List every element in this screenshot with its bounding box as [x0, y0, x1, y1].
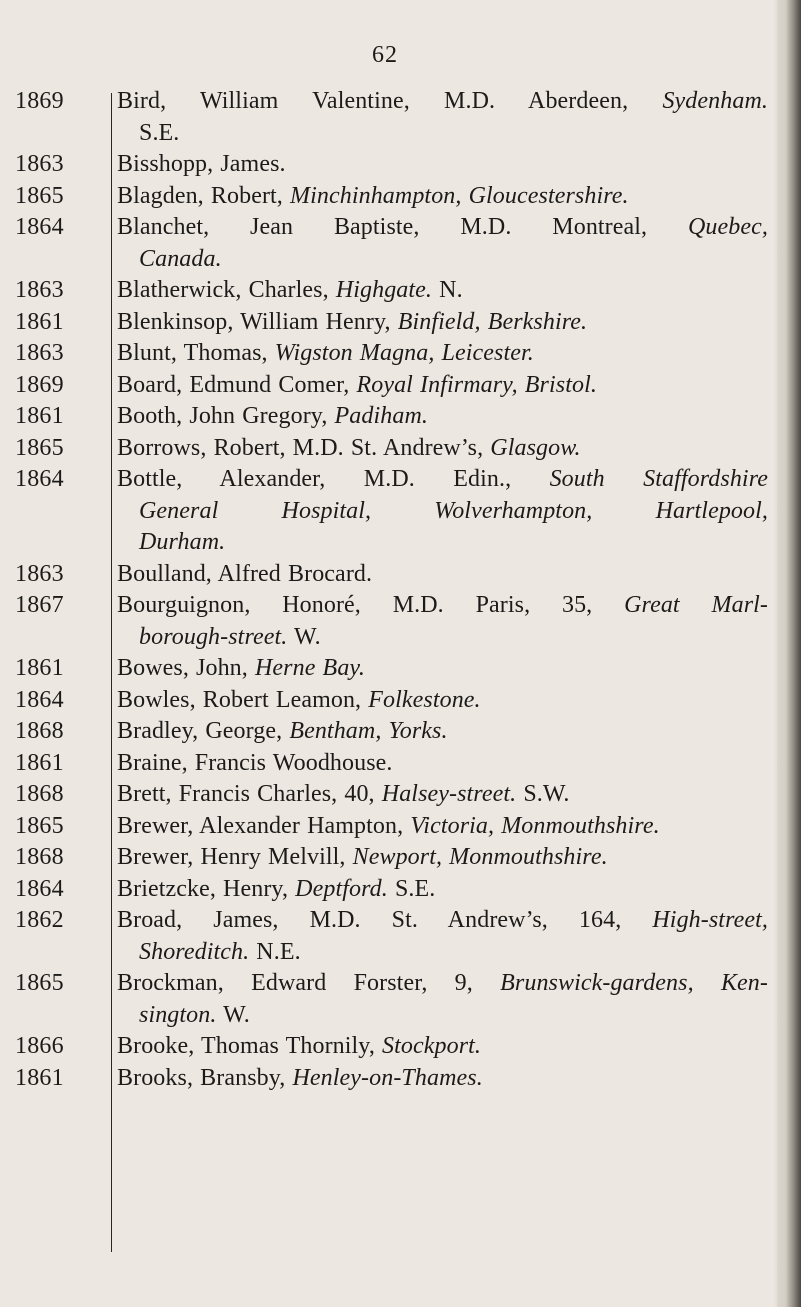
entry-name: Board, Edmund Comer, — [117, 371, 357, 398]
entry-place: Quebec, — [688, 214, 768, 240]
entry-name: N.E. — [249, 938, 301, 965]
entry-line — [117, 1000, 768, 1032]
entry-name: S.W. — [516, 781, 570, 807]
entry-text — [117, 905, 768, 968]
entry-text — [117, 433, 768, 465]
entry-place: Binfield, Berkshire. — [397, 308, 588, 335]
entry-line — [117, 464, 768, 496]
entry-text — [117, 1031, 768, 1063]
entry-name: Brooke, Thomas Thornily, — [117, 1033, 383, 1059]
entry-year: 1861 — [15, 308, 64, 335]
entry-text — [117, 559, 768, 591]
entry-place: Halsey-street. — [381, 781, 517, 807]
entry-place: Canada. — [139, 245, 222, 272]
entry-year: 1861 — [15, 749, 64, 776]
entry-place: General Hospital, Wolverhampton, Hartlepool, — [139, 497, 768, 524]
entry-place: Sydenham. — [662, 88, 768, 114]
entry-place: borough-street. — [139, 623, 288, 650]
entry-year: 1865 — [15, 970, 64, 996]
entry-place: South Staffordshire — [549, 466, 768, 492]
entry-year: 1866 — [15, 1033, 64, 1059]
entry-name: Bowes, John, — [117, 655, 255, 681]
entry-year: 1868 — [15, 844, 64, 870]
member-list — [0, 86, 801, 1094]
entry-name: Bourguignon, Honoré, M.D. Paris, 35, — [117, 592, 625, 618]
entry-text — [117, 811, 768, 843]
entry-place: High-street, — [652, 907, 768, 933]
entry-year: 1869 — [15, 371, 64, 398]
entry-year: 1863 — [15, 560, 64, 587]
entry-line — [117, 307, 768, 339]
entry-place: Shoreditch. — [139, 938, 250, 965]
list-item — [0, 716, 801, 748]
entry-year: 1868 — [15, 781, 64, 807]
entry-name: W. — [216, 1001, 250, 1028]
entry-line — [117, 370, 768, 402]
list-item — [0, 779, 801, 811]
entry-place: sington. — [139, 1001, 217, 1028]
entry-line — [117, 716, 768, 748]
entry-line — [117, 86, 768, 118]
entry-line — [117, 244, 768, 276]
list-item — [0, 968, 801, 1031]
entry-place: Minchinhampton, Gloucestershire. — [290, 182, 629, 209]
entry-line — [117, 905, 768, 937]
entry-line — [117, 968, 768, 1000]
entry-line — [117, 433, 768, 465]
entry-place: Deptford. — [295, 875, 388, 902]
entry-name: W. — [287, 623, 321, 650]
entry-line — [117, 653, 768, 685]
entry-place: Royal Infirmary, Bristol. — [356, 371, 597, 398]
list-item — [0, 86, 801, 149]
entry-place: Wigston Magna, Leicester. — [274, 340, 534, 366]
entry-place: Folkestone. — [368, 686, 481, 713]
entry-text — [117, 307, 768, 339]
entry-year: 1869 — [15, 88, 64, 114]
entry-name: Broad, James, M.D. St. Andrew’s, 164, — [117, 907, 653, 933]
list-item — [0, 149, 801, 181]
entry-line — [117, 779, 768, 811]
entry-text — [117, 842, 768, 874]
entry-year: 1864 — [15, 686, 64, 713]
entry-place: Great Marl- — [624, 592, 768, 618]
entry-year: 1863 — [15, 277, 64, 303]
entry-year: 1865 — [15, 182, 64, 209]
entry-name: Brewer, Alexander Hampton, — [117, 812, 411, 839]
entry-year: 1867 — [15, 592, 64, 618]
entry-place: Henley-on-Thames. — [292, 1064, 483, 1091]
entry-text — [117, 275, 768, 307]
entry-name: Blagden, Robert, — [117, 182, 291, 209]
entry-place: Newport, Monmouthshire. — [352, 844, 608, 870]
entry-year: 1864 — [15, 214, 64, 240]
list-item — [0, 842, 801, 874]
entry-place: Bentham, Yorks. — [289, 718, 448, 744]
entry-year: 1861 — [15, 403, 64, 429]
entry-name: Blanchet, Jean Baptiste, M.D. Montreal, — [117, 214, 688, 240]
list-item — [0, 1031, 801, 1063]
list-item — [0, 338, 801, 370]
entry-text — [117, 370, 768, 402]
entry-place: Brunswick-gardens, Ken- — [500, 970, 768, 996]
entry-name: S.E. — [139, 119, 180, 146]
entry-name: Blenkinsop, William Henry, — [117, 308, 398, 335]
entry-name: S.E. — [387, 875, 436, 902]
entry-place: Stockport. — [382, 1033, 482, 1059]
entry-line — [117, 212, 768, 244]
entry-line — [117, 181, 768, 213]
entry-line — [117, 685, 768, 717]
list-item — [0, 370, 801, 402]
entry-year: 1865 — [15, 812, 64, 839]
entry-year: 1863 — [15, 151, 64, 177]
entry-text — [117, 653, 768, 685]
list-item — [0, 212, 801, 275]
list-item — [0, 1063, 801, 1095]
list-item — [0, 811, 801, 843]
list-item — [0, 181, 801, 213]
list-item — [0, 559, 801, 591]
entry-name: Bradley, George, — [117, 718, 290, 744]
entry-name: Borrows, Robert, M.D. St. Andrew’s, — [117, 434, 491, 461]
entry-year: 1862 — [15, 907, 64, 933]
entry-name: Brewer, Henry Melvill, — [117, 844, 353, 870]
entry-year: 1861 — [15, 1064, 64, 1091]
entry-name: Blunt, Thomas, — [117, 340, 275, 366]
list-item — [0, 653, 801, 685]
entry-text — [117, 874, 768, 906]
list-item — [0, 590, 801, 653]
entry-place: Padiham. — [334, 403, 428, 429]
entry-year: 1865 — [15, 434, 64, 461]
entry-year: 1861 — [15, 655, 64, 681]
entry-name: Brietzcke, Henry, — [117, 875, 296, 902]
list-item — [0, 874, 801, 906]
entry-name: N. — [432, 277, 463, 303]
entry-text — [117, 181, 768, 213]
entry-name: Brooks, Bransby, — [117, 1064, 293, 1091]
list-item — [0, 685, 801, 717]
entry-text — [117, 748, 768, 780]
page-number: 62 — [372, 42, 398, 68]
entry-line — [117, 590, 768, 622]
entry-place: Herne Bay. — [254, 655, 365, 681]
entry-place: Highgate. — [335, 277, 433, 303]
list-item — [0, 905, 801, 968]
entry-name: Booth, John Gregory, — [117, 403, 335, 429]
entry-line — [117, 811, 768, 843]
list-item — [0, 275, 801, 307]
entry-line — [117, 622, 768, 654]
entry-line — [117, 1063, 768, 1095]
entry-year: 1868 — [15, 718, 64, 744]
entry-text — [117, 86, 768, 149]
entry-line — [117, 1031, 768, 1063]
entry-text — [117, 212, 768, 275]
entry-text — [117, 716, 768, 748]
entry-line — [117, 559, 768, 591]
entry-line — [117, 748, 768, 780]
entry-name: Brett, Francis Charles, 40, — [117, 781, 382, 807]
list-item — [0, 307, 801, 339]
entry-text — [117, 338, 768, 370]
entry-name: Blatherwick, Charles, — [117, 277, 336, 303]
list-item — [0, 401, 801, 433]
entry-line — [117, 149, 768, 181]
entry-year: 1864 — [15, 466, 64, 492]
entry-name: Brockman, Edward Forster, 9, — [117, 970, 501, 996]
list-item — [0, 464, 801, 559]
entry-year: 1863 — [15, 340, 64, 366]
entry-line — [117, 527, 768, 559]
page-binding-edge — [773, 0, 801, 1307]
entry-line — [117, 401, 768, 433]
entry-text — [117, 968, 768, 1031]
entry-place: Victoria, Monmouthshire. — [410, 812, 660, 839]
entry-name: Boulland, Alfred Brocard. — [117, 560, 373, 587]
entry-year: 1864 — [15, 875, 64, 902]
entry-text — [117, 590, 768, 653]
entry-line — [117, 338, 768, 370]
entry-place: Glasgow. — [490, 434, 581, 461]
entry-line — [117, 842, 768, 874]
entry-text — [117, 1063, 768, 1095]
entry-name: Bisshopp, James. — [117, 151, 286, 177]
entry-name: Bowles, Robert Leamon, — [117, 686, 369, 713]
entry-line — [117, 874, 768, 906]
entry-line — [117, 275, 768, 307]
entry-text — [117, 464, 768, 559]
entry-name: Braine, Francis Woodhouse. — [117, 749, 393, 776]
entry-text — [117, 149, 768, 181]
entry-text — [117, 401, 768, 433]
list-item — [0, 433, 801, 465]
entry-line — [117, 118, 768, 150]
entry-line — [117, 496, 768, 528]
entry-name: Bottle, Alexander, M.D. Edin., — [117, 466, 550, 492]
entry-text — [117, 779, 768, 811]
list-item — [0, 748, 801, 780]
entry-place: Durham. — [139, 529, 226, 555]
entry-name: Bird, William Valentine, M.D. Aberdeen, — [117, 88, 663, 114]
entry-text — [117, 685, 768, 717]
entry-line — [117, 937, 768, 969]
